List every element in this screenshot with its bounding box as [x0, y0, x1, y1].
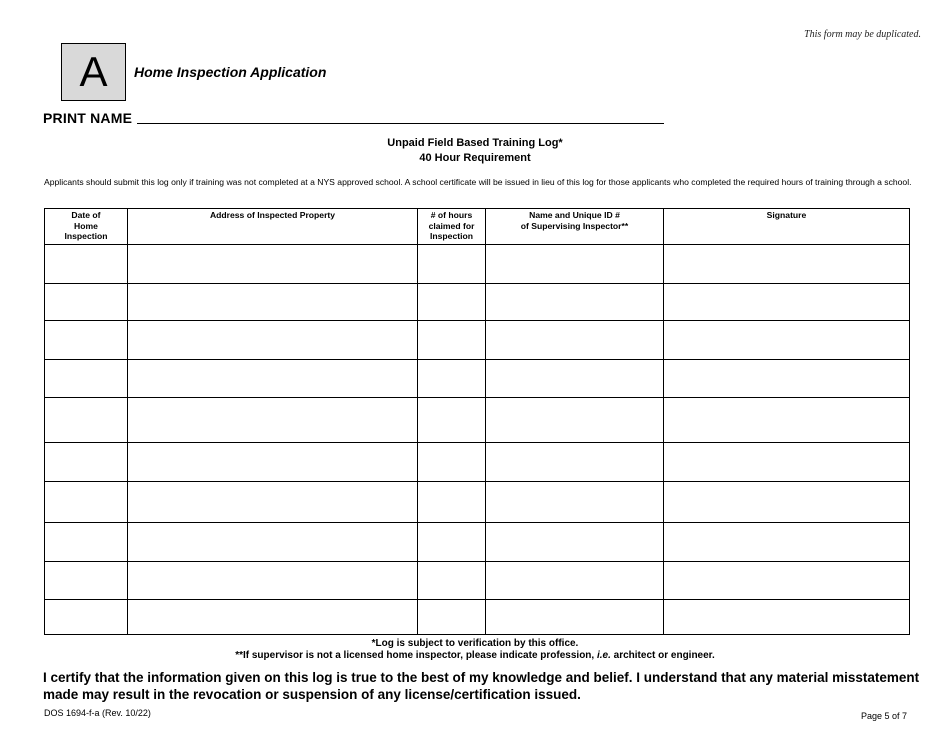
cell-address[interactable] [128, 562, 418, 600]
cell-signature[interactable] [664, 398, 910, 443]
cell-date[interactable] [45, 360, 128, 398]
cell-address[interactable] [128, 398, 418, 443]
cell-address[interactable] [128, 284, 418, 321]
cell-signature[interactable] [664, 600, 910, 635]
log-title-line2: 40 Hour Requirement [419, 152, 531, 164]
table-row [45, 600, 910, 635]
cell-hours[interactable] [418, 600, 486, 635]
table-row [45, 398, 910, 443]
instructions-text: Applicants should submit this log only if training was not completed at a NYS approved school. A school certificate will be issued in lieu of this log for those applicants who completed the required hours of training through a school. [44, 177, 912, 187]
cell-hours[interactable] [418, 284, 486, 321]
print-name-label: PRINT NAME [43, 110, 133, 126]
table-row [45, 443, 910, 482]
table-row [45, 482, 910, 523]
cell-hours[interactable] [418, 523, 486, 562]
log-title [0, 136, 950, 166]
cell-hours[interactable] [418, 443, 486, 482]
footnote-verification: *Log is subject to verification by this office. [371, 638, 579, 649]
column-header-signature: Signature [664, 209, 910, 245]
cell-date[interactable] [45, 284, 128, 321]
application-title: Home Inspection Application [134, 64, 327, 80]
table-row [45, 562, 910, 600]
duplicate-note: This form may be duplicated. [804, 29, 921, 40]
cell-address[interactable] [128, 482, 418, 523]
form-id: DOS 1694-f-a (Rev. 10/22) [44, 708, 151, 718]
cell-signature[interactable] [664, 443, 910, 482]
cell-address[interactable] [128, 443, 418, 482]
footnotes [0, 638, 950, 662]
column-header-supervisor: Name and Unique ID # of Supervising Inspector** [486, 209, 664, 245]
table-row [45, 321, 910, 360]
section-letter-box [61, 43, 126, 101]
cell-hours[interactable] [418, 482, 486, 523]
cell-supervisor[interactable] [486, 562, 664, 600]
table-header-row [45, 209, 910, 245]
cell-date[interactable] [45, 321, 128, 360]
column-header-address: Address of Inspected Property [128, 209, 418, 245]
cell-address[interactable] [128, 360, 418, 398]
cell-signature[interactable] [664, 245, 910, 284]
cell-hours[interactable] [418, 562, 486, 600]
footnote-supervisor: **If supervisor is not a licensed home inspector, please indicate profession, i.e. architect or engineer. [235, 650, 715, 661]
column-header-hours: # of hours claimed for Inspection [418, 209, 486, 245]
cell-supervisor[interactable] [486, 523, 664, 562]
cell-supervisor[interactable] [486, 443, 664, 482]
table-row [45, 523, 910, 562]
cell-date[interactable] [45, 562, 128, 600]
training-log-table [44, 208, 910, 635]
table-row [45, 360, 910, 398]
cell-supervisor[interactable] [486, 321, 664, 360]
cell-signature[interactable] [664, 321, 910, 360]
print-name-field[interactable] [137, 123, 664, 124]
page-number: Page 5 of 7 [860, 711, 907, 721]
cell-hours[interactable] [418, 398, 486, 443]
cell-hours[interactable] [418, 245, 486, 284]
cell-signature[interactable] [664, 562, 910, 600]
column-header-date: Date of Home Inspection [45, 209, 128, 245]
cell-signature[interactable] [664, 360, 910, 398]
cell-supervisor[interactable] [486, 398, 664, 443]
cell-date[interactable] [45, 398, 128, 443]
cell-date[interactable] [45, 245, 128, 284]
cell-date[interactable] [45, 443, 128, 482]
cell-signature[interactable] [664, 284, 910, 321]
table-row [45, 245, 910, 284]
section-letter: A [79, 48, 108, 95]
cell-address[interactable] [128, 245, 418, 284]
cell-supervisor[interactable] [486, 284, 664, 321]
cell-address[interactable] [128, 321, 418, 360]
cell-signature[interactable] [664, 523, 910, 562]
cell-supervisor[interactable] [486, 360, 664, 398]
certification-statement: I certify that the information given on this log is true to the best of my knowledge and belief. I understand that any material misstatement made may result in the revocation or suspension of any license/certification issued. [43, 670, 920, 702]
log-title-line1: Unpaid Field Based Training Log* [387, 137, 563, 149]
cell-supervisor[interactable] [486, 600, 664, 635]
cell-date[interactable] [45, 523, 128, 562]
cell-date[interactable] [45, 482, 128, 523]
cell-date[interactable] [45, 600, 128, 635]
cell-hours[interactable] [418, 360, 486, 398]
cell-address[interactable] [128, 523, 418, 562]
cell-supervisor[interactable] [486, 482, 664, 523]
cell-signature[interactable] [664, 482, 910, 523]
cell-address[interactable] [128, 600, 418, 635]
cell-supervisor[interactable] [486, 245, 664, 284]
cell-hours[interactable] [418, 321, 486, 360]
table-row [45, 284, 910, 321]
